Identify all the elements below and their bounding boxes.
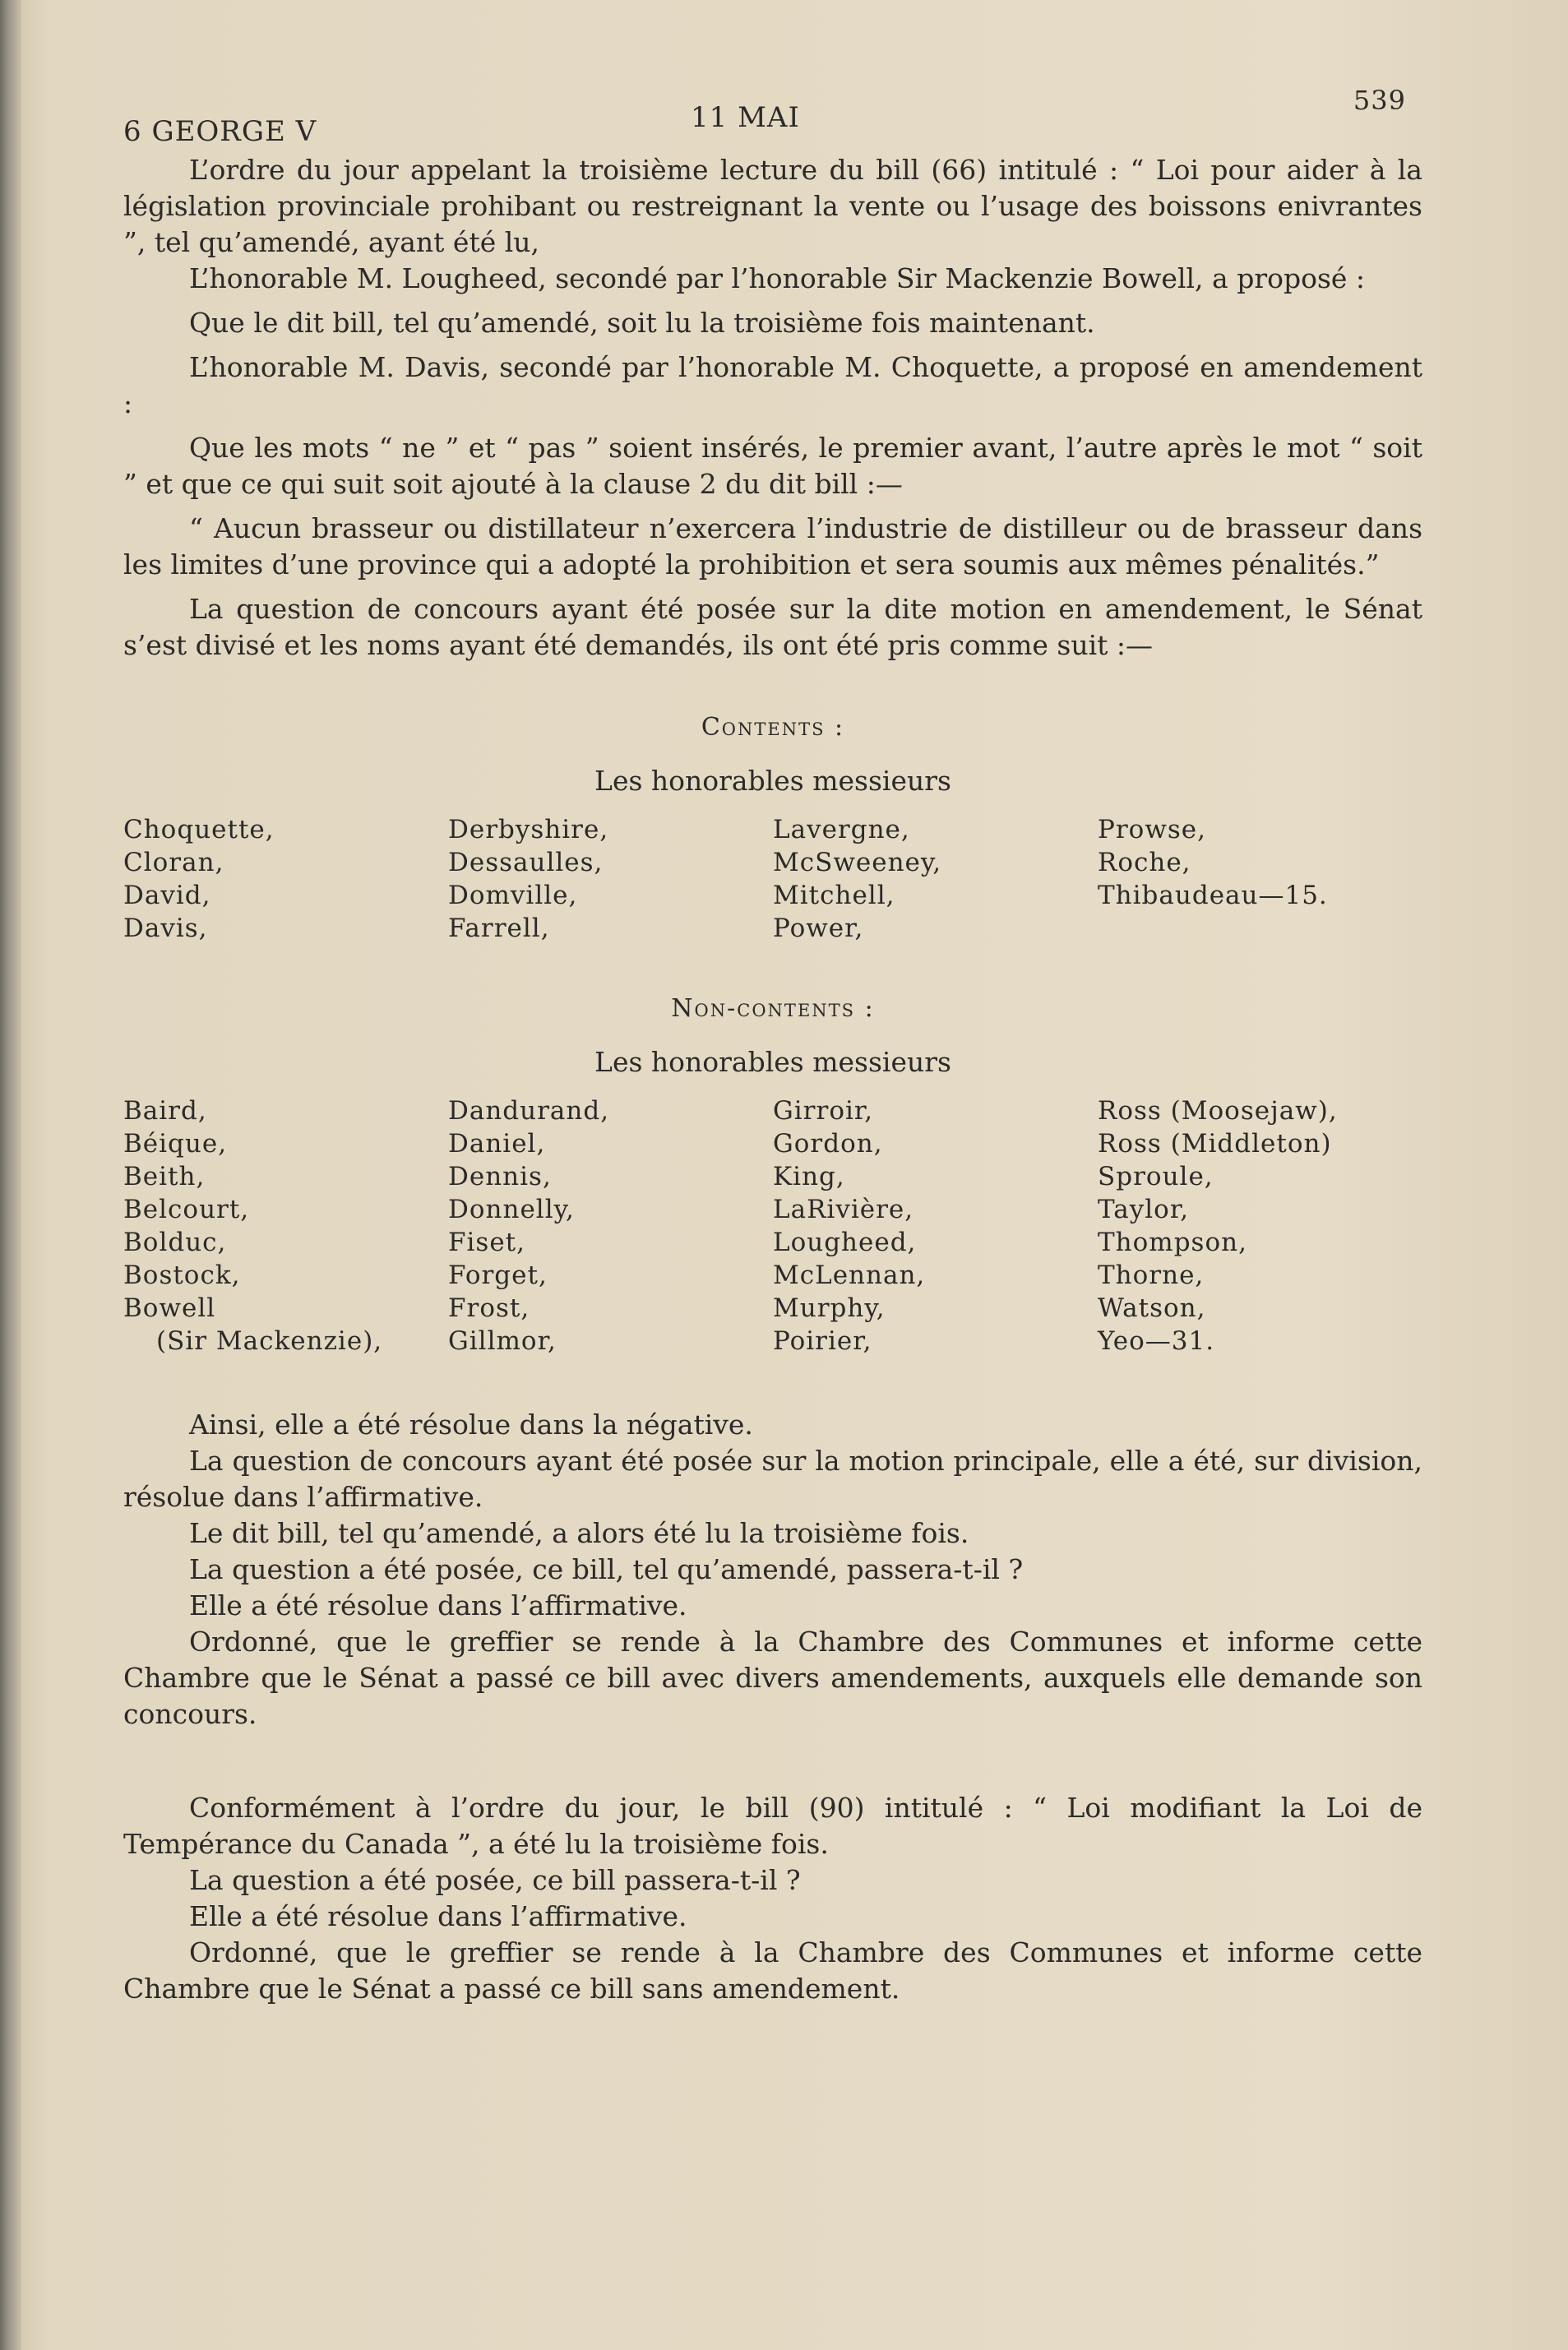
non-contents-subheading: Les honorables messieurs	[594, 1046, 951, 1078]
paragraph: Ordonné, que le greffier se rende à la Chambre des Communes et informe cette Chambre que le Sénat a passé ce bill sans amendement.	[123, 1936, 1422, 2005]
name-column	[1098, 813, 1422, 945]
senator-name: Choquette,	[123, 815, 275, 844]
contents-subheading: Les honorables messieurs	[594, 765, 951, 797]
senator-name: Dandurand,	[448, 1096, 610, 1126]
senator-name: Power,	[773, 914, 864, 943]
paragraph: La question a été posée, ce bill passera-t-il ?	[189, 1864, 801, 1896]
senator-name: Thibaudeau—15.	[1098, 881, 1328, 910]
paragraph: Ainsi, elle a été résolue dans la négative.	[189, 1409, 753, 1441]
name-column	[123, 813, 448, 945]
senator-name: Poirier,	[773, 1326, 872, 1356]
name-column	[1098, 1094, 1422, 1358]
senator-name: Daniel,	[448, 1129, 546, 1159]
senator-name: (Sir Mackenzie),	[156, 1326, 383, 1356]
senator-name: Prowse,	[1098, 815, 1206, 844]
senator-name: Gillmor,	[448, 1326, 557, 1356]
name-column	[448, 813, 773, 945]
name-column	[123, 1094, 448, 1358]
senator-name: Mitchell,	[773, 881, 895, 910]
senator-name: Cloran,	[123, 848, 224, 877]
paragraph: “ Aucun brasseur ou distillateur n’exercera l’industrie de distilleur ou de brasseur dans les limites d’une province qui a adopté la prohibition et sera soumis aux mêmes pénalités.”	[123, 512, 1422, 581]
paragraph: L’ordre du jour appelant la troisième lecture du bill (66) intitulé : “ Loi pour aider à la législation provinciale prohibant ou restreignant la vente ou l’usage des boissons enivrantes ”, tel qu’amendé, ayant été lu,	[123, 154, 1422, 258]
senator-name: Sproule,	[1098, 1162, 1214, 1191]
paragraph: La question de concours ayant été posée sur la dite motion en amendement, le Sénat s’est divisé et les noms ayant été demandés, ils ont été pris comme suit :—	[123, 593, 1422, 661]
senator-name: McLennan,	[773, 1261, 926, 1290]
bottom-text	[123, 1790, 1422, 2007]
senator-name: Baird,	[123, 1096, 207, 1126]
paragraph: Que le dit bill, tel qu’amendé, soit lu la troisième fois maintenant.	[189, 307, 1095, 339]
senator-name: Béique,	[123, 1129, 228, 1159]
senator-name: Belcourt,	[123, 1195, 250, 1224]
senator-name: Forget,	[448, 1261, 548, 1290]
header-left: 6 GEORGE V	[123, 115, 317, 148]
senator-name: Bowell	[123, 1293, 216, 1323]
senator-name: David,	[123, 881, 211, 910]
senator-name: Thorne,	[1098, 1261, 1205, 1290]
senator-name: Thompson,	[1098, 1228, 1247, 1257]
senator-name: Derbyshire,	[448, 815, 609, 844]
senator-name: Bolduc,	[123, 1228, 227, 1257]
senator-name: McSweeney,	[773, 848, 942, 877]
senator-name: Donnelly,	[448, 1195, 575, 1224]
senator-name: Lougheed,	[773, 1228, 917, 1257]
middle-text	[123, 1407, 1422, 1732]
paragraph: Ordonné, que le greffier se rende à la Chambre des Communes et informe cette Chambre que le Sénat a passé ce bill avec divers amendements, auxquels elle demande son concours.	[123, 1626, 1422, 1730]
senator-name: Domville,	[448, 881, 578, 910]
senator-name: Farrell,	[448, 914, 550, 943]
senator-name: Roche,	[1098, 848, 1191, 877]
senator-name: Watson,	[1098, 1293, 1206, 1323]
senator-name: Ross (Middleton)	[1098, 1129, 1332, 1159]
senator-name: LaRivière,	[773, 1195, 914, 1224]
paragraph: Que les mots “ ne ” et “ pas ” soient insérés, le premier avant, l’autre après le mot “ soit ” et que ce qui suit soit ajouté à la clause 2 du dit bill :—	[123, 432, 1422, 500]
senator-name: Dessaulles,	[448, 848, 604, 877]
senator-name: Bostock,	[123, 1261, 241, 1290]
non-contents-name-list	[123, 1094, 1422, 1358]
senator-name: Ross (Moosejaw),	[1098, 1096, 1338, 1126]
senator-name: Frost,	[448, 1293, 530, 1323]
senator-name: Davis,	[123, 914, 208, 943]
non-contents-heading: Non-contents :	[671, 994, 875, 1023]
senator-name: Yeo—31.	[1098, 1326, 1215, 1356]
name-column	[448, 1094, 773, 1358]
contents-heading: Contents :	[701, 713, 845, 742]
paragraph: L’honorable M. Davis, secondé par l’honorable M. Choquette, a proposé en amendement :	[123, 351, 1422, 419]
senator-name: Gordon,	[773, 1129, 883, 1159]
header-date: 11 MAI	[691, 101, 800, 134]
name-column	[773, 813, 1098, 945]
senator-name: Lavergne,	[773, 815, 910, 844]
senator-name: Beith,	[123, 1162, 206, 1191]
page-content	[123, 78, 1422, 2007]
paragraph: Elle a été résolue dans l’affirmative.	[189, 1900, 687, 1932]
paragraph: Le dit bill, tel qu’amendé, a alors été lu la troisième fois.	[189, 1517, 969, 1549]
senator-name: Girroir,	[773, 1096, 874, 1126]
senator-name: King,	[773, 1162, 845, 1191]
running-header	[123, 78, 1422, 152]
top-text	[123, 152, 1422, 664]
page-number: 539	[1353, 85, 1406, 116]
paragraph: Conformément à l’ordre du jour, le bill (90) intitulé : “ Loi modifiant la Loi de Tempérance du Canada ”, a été lu la troisième fois.	[123, 1792, 1422, 1860]
senator-name: Taylor,	[1098, 1195, 1190, 1224]
paragraph: La question de concours ayant été posée sur la motion principale, elle a été, sur division, résolue dans l’affirmative.	[123, 1445, 1422, 1513]
paragraph: Elle a été résolue dans l’affirmative.	[189, 1589, 687, 1621]
book-gutter	[0, 0, 21, 2350]
name-column	[773, 1094, 1098, 1358]
senator-name: Murphy,	[773, 1293, 886, 1323]
contents-name-list	[123, 813, 1422, 945]
senator-name: Fiset,	[448, 1228, 525, 1257]
senator-name: Dennis,	[448, 1162, 552, 1191]
paragraph: L’honorable M. Lougheed, secondé par l’honorable Sir Mackenzie Bowell, a proposé :	[189, 262, 1366, 294]
paragraph: La question a été posée, ce bill, tel qu’amendé, passera-t-il ?	[189, 1553, 1024, 1585]
